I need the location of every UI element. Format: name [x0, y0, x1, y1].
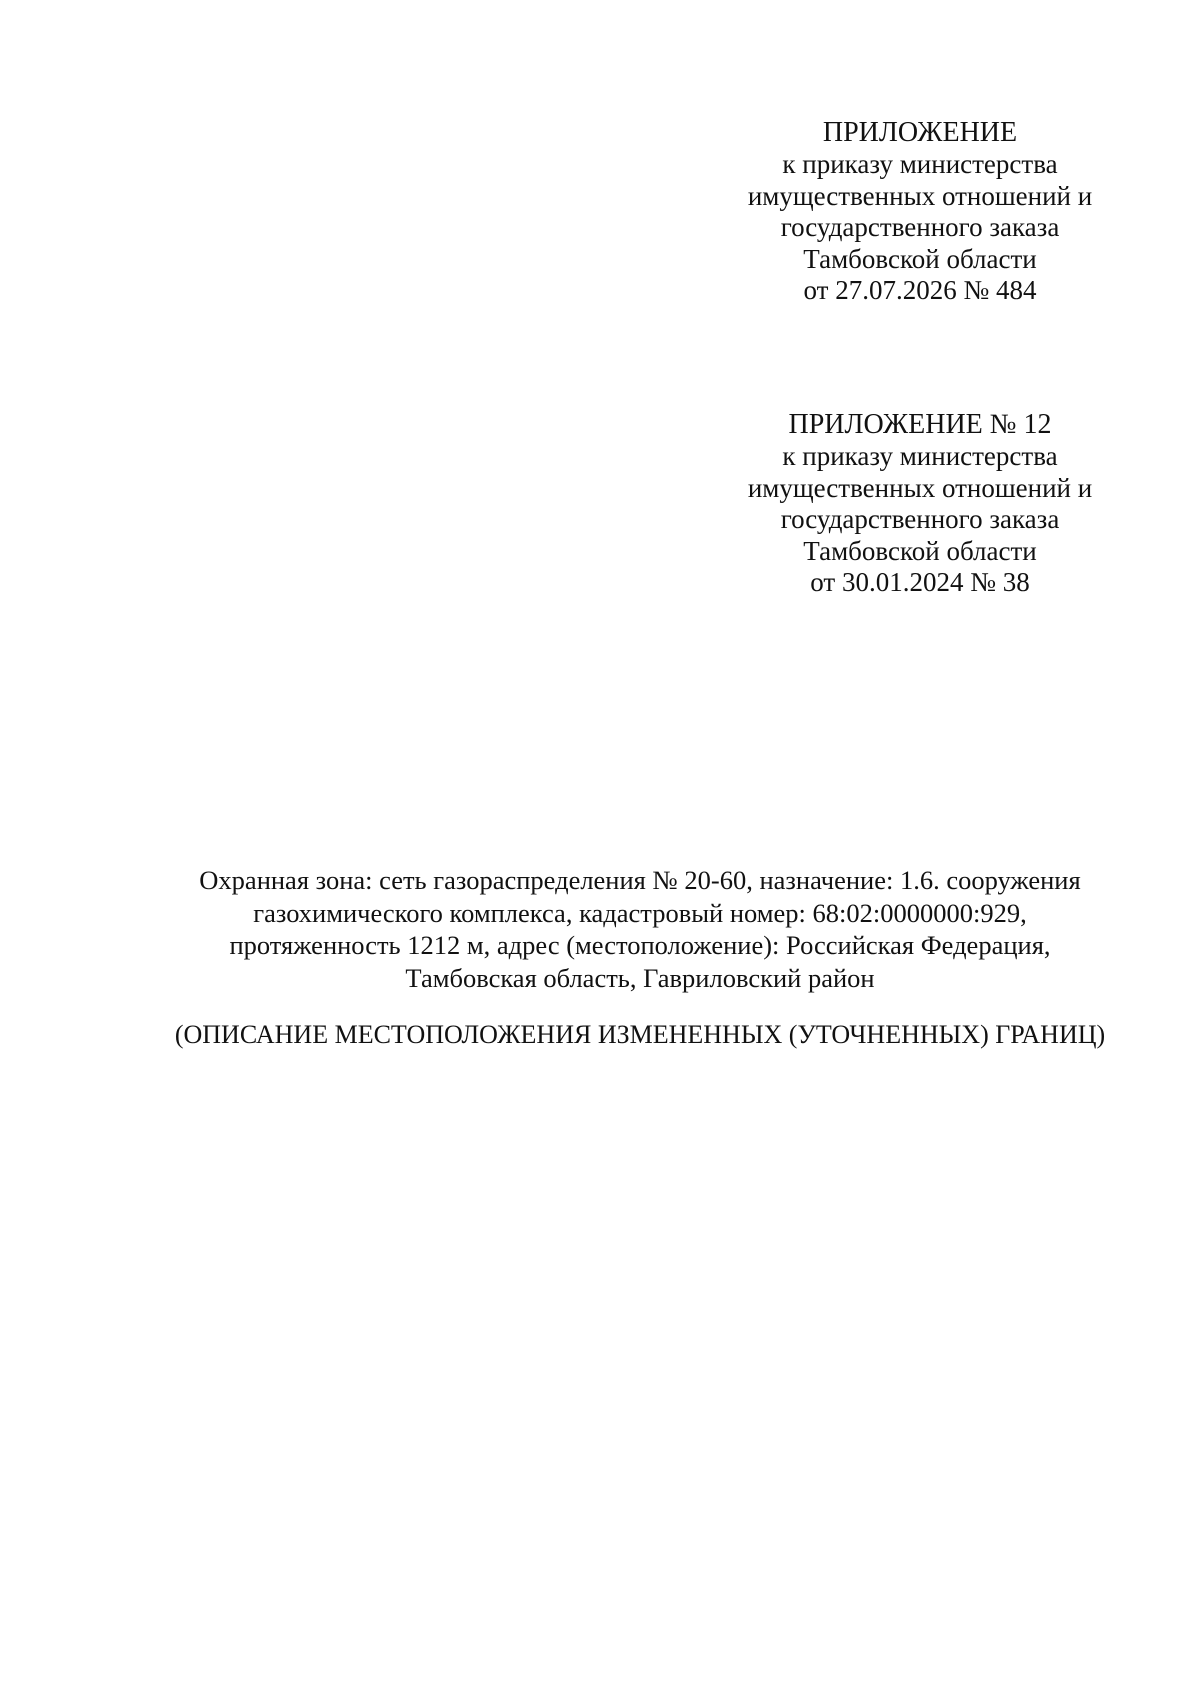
object-description-line: протяженность 1212 м, адрес (местоположение): Российская Федерация, [229, 930, 1051, 960]
annex-current-ministry-line: имущественных отношений и [747, 180, 1093, 211]
object-description-line: газохимического комплекса, кадастровый номер: 68:02:0000000:929, [253, 897, 1027, 928]
object-description [160, 864, 1120, 994]
annex-original-header [700, 408, 1140, 599]
annex-original-order-line: к приказу министерства [782, 441, 1058, 471]
annex-current-header [700, 116, 1140, 307]
object-description-line: Охранная зона: сеть газораспределения № 20-60, назначение: 1.6. сооружения [199, 865, 1081, 895]
section-caption: (ОПИСАНИЕ МЕСТОПОЛОЖЕНИЯ ИЗМЕНЕННЫХ (УТОЧНЕННЫХ) ГРАНИЦ) [174, 1020, 1106, 1049]
annex-current-ministry-line-2: государственного заказа [780, 212, 1060, 242]
annex-current-region-line: Тамбовской области [803, 243, 1037, 274]
annex-original-date-number: от 30.01.2024 № 38 [810, 567, 1030, 597]
annex-original-ministry-line-2: государственного заказа [780, 504, 1060, 534]
annex-current-order-line: к приказу министерства [782, 149, 1058, 179]
annex-original-title: ПРИЛОЖЕНИЕ № 12 [788, 409, 1052, 440]
annex-current-date-number: от 27.07.2026 № 484 [803, 275, 1037, 305]
annex-original-ministry-line: имущественных отношений и [747, 472, 1093, 503]
annex-current-title: ПРИЛОЖЕНИЕ [822, 117, 1018, 148]
object-description-line: Тамбовская область, Гавриловский район [405, 962, 875, 993]
annex-original-region-line: Тамбовской области [803, 535, 1037, 566]
